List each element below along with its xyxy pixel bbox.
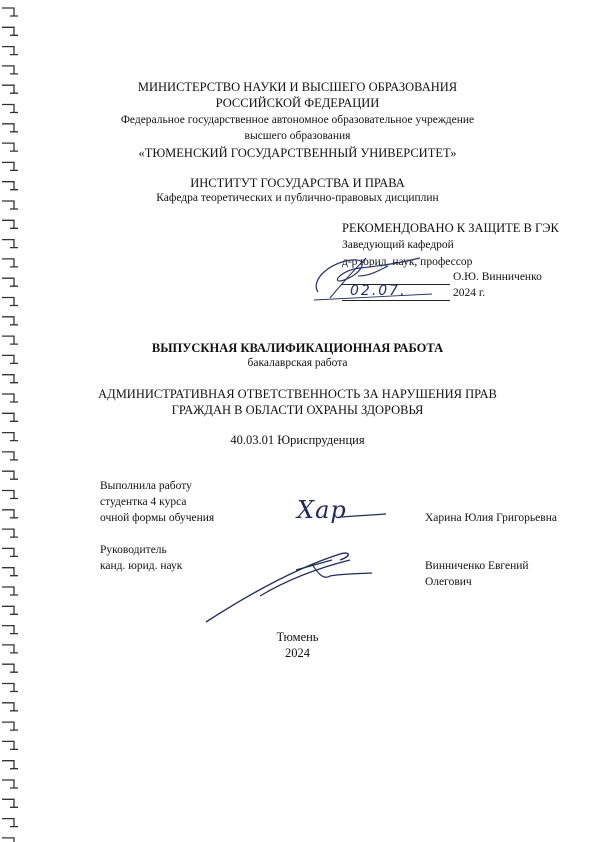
- binding-mark: [2, 684, 18, 692]
- binding-mark: [2, 317, 18, 325]
- specialty: 40.03.01 Юриспруденция: [230, 433, 365, 447]
- binding-mark: [2, 66, 18, 74]
- binding-mark: [2, 240, 18, 248]
- department-name: Кафедра теоретических и публично-правовых дисциплин: [156, 192, 439, 204]
- binding-mark: [2, 375, 18, 383]
- head-signature: [300, 240, 440, 310]
- binding-mark: [2, 298, 18, 306]
- ministry-line-2: РОССИЙСКОЙ ФЕДЕРАЦИИ: [215, 96, 380, 110]
- ministry-line-1: МИНИСТЕРСТВО НАУКИ И ВЫСШЕГО ОБРАЗОВАНИЯ: [137, 80, 458, 94]
- author-label-2: студентка 4 курса: [100, 496, 187, 508]
- footer-city: Тюмень: [276, 630, 319, 644]
- binding-mark: [2, 819, 18, 827]
- institution-line-1: Федеральное государственное автономное образовательное учреждение: [120, 114, 475, 126]
- binding-mark: [2, 587, 18, 595]
- binding-mark: [2, 664, 18, 672]
- supervisor-name-2: Олегович: [425, 576, 472, 588]
- supervisor-label-1: Руководитель: [100, 544, 167, 556]
- supervisor-name-1: Винниченко Евгений: [425, 560, 529, 572]
- footer-year: 2024: [285, 646, 310, 660]
- binding-mark: [2, 799, 18, 807]
- binding-mark: [2, 259, 18, 267]
- author-label-1: Выполнила работу: [100, 480, 192, 492]
- supervisor-label-2: канд. юрид. наук: [100, 560, 183, 572]
- binding-mark: [2, 471, 18, 479]
- approval-name: О.Ю. Винниченко: [453, 271, 542, 283]
- binding-mark: [2, 162, 18, 170]
- binding-mark: [2, 220, 18, 228]
- author-name: Харина Юлия Григорьевна: [425, 512, 557, 524]
- binding-mark: [2, 529, 18, 537]
- author-signature: Хар: [297, 496, 347, 524]
- institution-line-2: высшего образования: [244, 130, 351, 142]
- binding-mark: [2, 741, 18, 749]
- work-type-title: ВЫПУСКНАЯ КВАЛИФИКАЦИОННАЯ РАБОТА: [151, 341, 444, 355]
- work-subtype: бакалаврская работа: [247, 357, 348, 369]
- university-name: «ТЮМЕНСКИЙ ГОСУДАРСТВЕННЫЙ УНИВЕРСИТЕТ»: [138, 146, 457, 160]
- binding-mark: [2, 47, 18, 55]
- binding-mark: [2, 722, 18, 730]
- approval-heading: РЕКОМЕНДОВАНО К ЗАЩИТЕ В ГЭК: [342, 221, 559, 235]
- approval-position: Заведующий кафедрой: [342, 239, 454, 251]
- binding-mark: [2, 8, 18, 16]
- supervisor-signature: [200, 540, 380, 630]
- binding-mark: [2, 606, 18, 614]
- binding-mark: [2, 510, 18, 518]
- binding-mark: [2, 780, 18, 788]
- binding-mark: [2, 278, 18, 286]
- topic-line-2: ГРАЖДАН В ОБЛАСТИ ОХРАНЫ ЗДОРОВЬЯ: [171, 403, 424, 417]
- binding-mark: [2, 491, 18, 499]
- binding-mark: [2, 703, 18, 711]
- binding-mark: [2, 27, 18, 35]
- topic-line-1: АДМИНИСТРАТИВНАЯ ОТВЕТСТВЕННОСТЬ ЗА НАРУШЕНИЯ ПРАВ: [98, 387, 497, 401]
- approval-year: 2024 г.: [453, 287, 486, 299]
- institute-name: ИНСТИТУТ ГОСУДАРСТВА И ПРАВА: [190, 176, 405, 190]
- approval-degree: д-р юрид. наук, профессор: [342, 256, 473, 268]
- author-signature-stroke: [340, 505, 390, 525]
- spiral-binding: [0, 0, 30, 842]
- handwritten-date: 02.07.: [350, 283, 407, 299]
- binding-mark: [2, 568, 18, 576]
- author-label-3: очной формы обучения: [100, 512, 215, 524]
- binding-mark: [2, 838, 18, 842]
- binding-mark: [2, 548, 18, 556]
- binding-mark: [2, 761, 18, 769]
- binding-mark: [2, 452, 18, 460]
